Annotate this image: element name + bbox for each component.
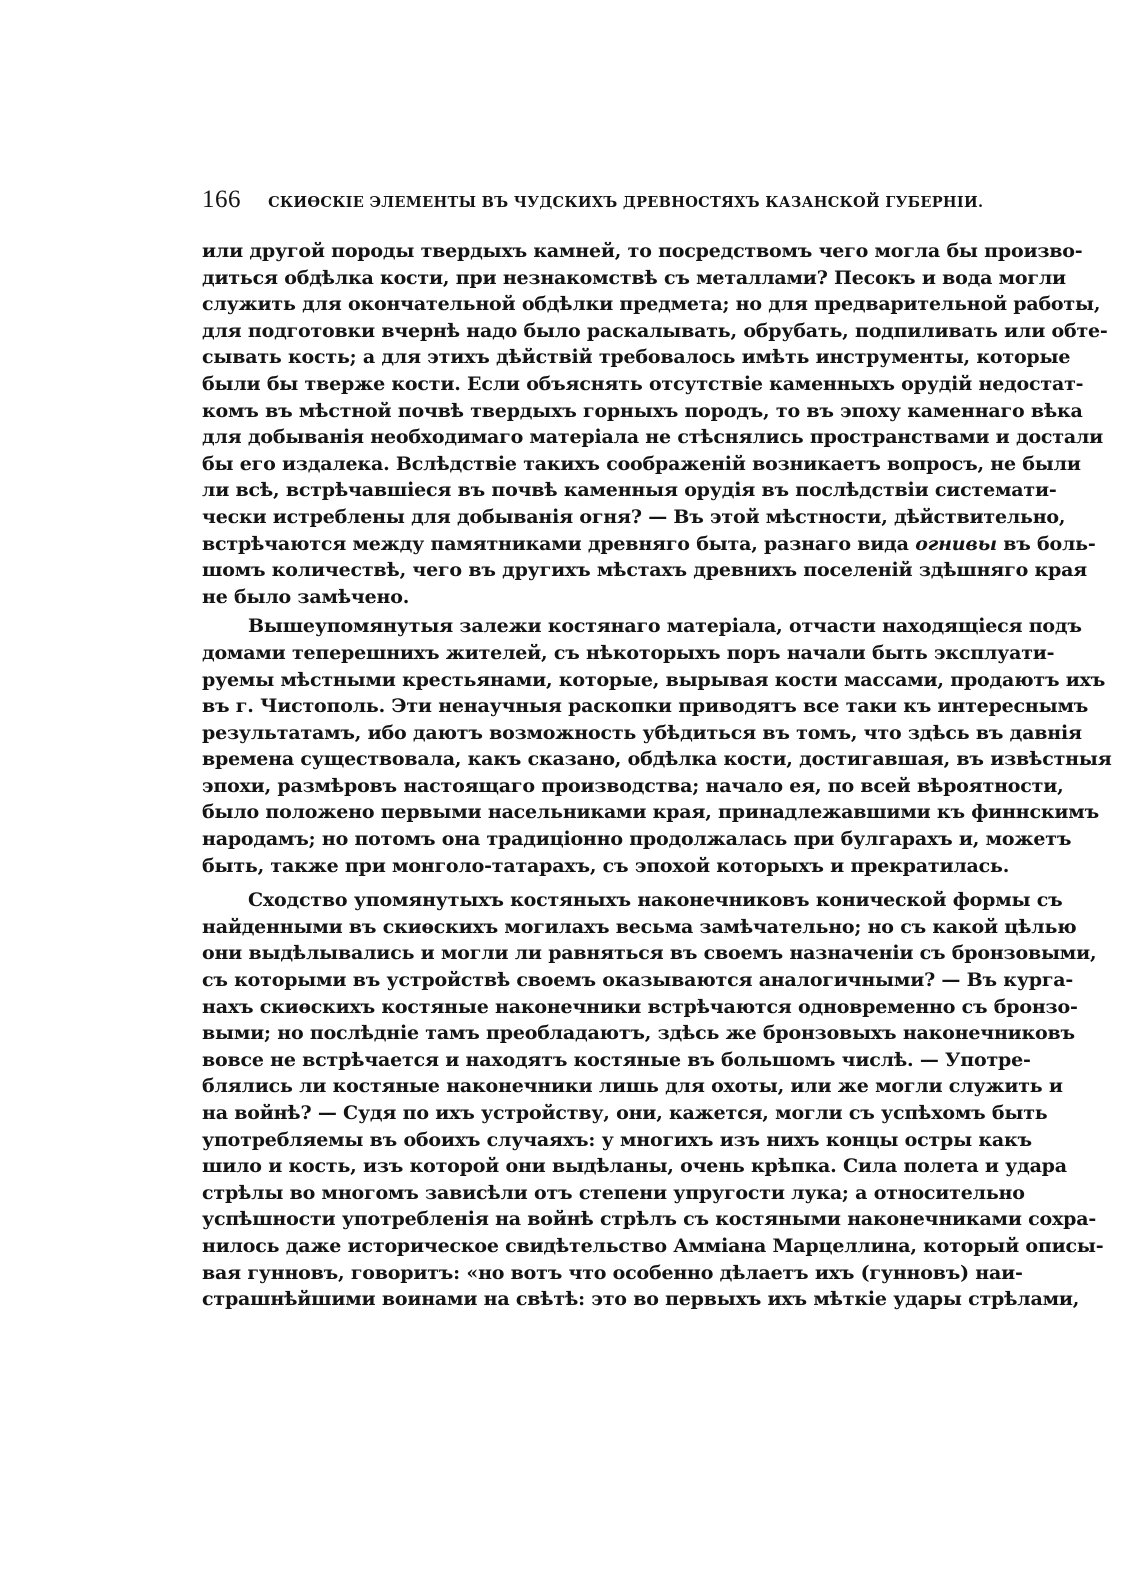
body-text bbox=[202, 238, 1112, 1313]
text-line: руемы мѣстными крестьянами, которые, вырывая кости массами, продаютъ ихъ bbox=[202, 668, 1106, 691]
text-line: были бы тверже кости. Если объяснять отсутствіе каменныхъ орудій недостат- bbox=[202, 372, 1084, 395]
text-line: ли всѣ, встрѣчавшіеся въ почвѣ каменныя орудія въ послѣдствіи системати- bbox=[202, 479, 1057, 502]
text-line: выми; но послѣдніе тамъ преобладаютъ, здѣсь же бронзовыхъ наконечниковъ bbox=[202, 1022, 1075, 1045]
text-line: блялись ли костяные наконечники лишь для охоты, или же могли служить и bbox=[202, 1075, 1063, 1098]
text-line: нилось даже историческое свидѣтельство Амміана Марцеллина, который описы- bbox=[202, 1234, 1104, 1257]
text-line: быть, также при монголо-татарахъ, съ эпохой которыхъ и прекратилась. bbox=[202, 854, 1010, 877]
text-line: не было замѣчено. bbox=[202, 585, 410, 608]
text-line: диться обдѣлка кости, при незнакомствѣ съ металлами? Песокъ и вода могли bbox=[202, 266, 1066, 289]
text-line: народамъ; но потомъ она традиціонно продолжалась при булгарахъ и, можетъ bbox=[202, 828, 1072, 851]
text-line: вовсе не встрѣчается и находятъ костяные въ большомъ числѣ. — Употре- bbox=[202, 1048, 1031, 1071]
text-line: сывать кость; а для этихъ дѣйствій требовалось имѣть инструменты, которые bbox=[202, 346, 1071, 369]
text-line: чески истреблены для добыванія огня? — Въ этой мѣстности, дѣйствительно, bbox=[202, 505, 1066, 528]
text-line: шило и кость, изъ которой они выдѣланы, очень крѣпка. Сила полета и удара bbox=[202, 1155, 1067, 1178]
text-line: или другой породы твердыхъ камней, то посредствомъ чего могла бы произво- bbox=[202, 240, 1083, 262]
text-line: результатамъ, ибо даютъ возможность убѣдиться въ томъ, что здѣсь въ давнія bbox=[202, 721, 1082, 744]
paragraph-2 bbox=[202, 613, 1112, 879]
text-line: шомъ количествѣ, чего въ другихъ мѣстахъ древнихъ поселеній здѣшняго края bbox=[202, 559, 1088, 582]
text-line: домами теперешнихъ жителей, съ нѣкоторыхъ поръ начали быть эксплуати- bbox=[202, 641, 1055, 664]
paragraph-3 bbox=[202, 887, 1104, 1313]
paragraph-1 bbox=[202, 238, 1108, 610]
text-line: Вышеупомянутыя залежи костянаго матеріала, отчасти находящіеся подъ bbox=[248, 615, 1082, 638]
text-line: съ которыми въ устройствѣ своемъ оказываются аналогичными? — Въ курга- bbox=[202, 969, 1074, 992]
text-line: употребляемы въ обоихъ случаяхъ: у многихъ изъ нихъ концы остры какъ bbox=[202, 1128, 1032, 1151]
text-line: эпохи, размѣровъ настоящаго производства; начало ея, по всей вѣроятности, bbox=[202, 774, 1064, 797]
text-line: времена существовала, какъ сказано, обдѣлка кости, достигавшая, въ извѣстныя bbox=[202, 748, 1112, 771]
text-line: для подготовки вчернѣ надо было раскалывать, обрубать, подпиливать или обте- bbox=[202, 319, 1108, 342]
text-line: служить для окончательной обдѣлки предмета; но для предварительной работы, bbox=[202, 293, 1101, 316]
text-line: найденными въ скиѳскихъ могилахъ весьма замѣчательно; но съ какой цѣлью bbox=[202, 915, 1077, 938]
text-line: было положено первыми насельниками края, принадлежавшими къ финнскимъ bbox=[202, 801, 1099, 824]
text-line: успѣшности употребленія на войнѣ стрѣлъ съ костяными наконечниками сохра- bbox=[202, 1208, 1097, 1231]
text-line: на войнѣ? — Судя по ихъ устройству, они, кажется, могли съ успѣхомъ быть bbox=[202, 1102, 1048, 1124]
running-title: СКИѲСКІЕ ЭЛЕМЕНТЫ ВЪ ЧУДСКИХЪ ДРЕВНОСТЯХЪ КАЗАНСКОЙ ГУБЕРНІИ. bbox=[268, 194, 984, 211]
page-header bbox=[202, 186, 984, 216]
page-number: 166 bbox=[202, 186, 241, 213]
text-line: бы его издалека. Вслѣдствіе такихъ соображеній возникаетъ вопросъ, не были bbox=[202, 452, 1081, 475]
text-line-with-italic bbox=[202, 531, 1096, 558]
text-line: стрѣлы во многомъ зависѣли отъ степени упругости лука; а относительно bbox=[202, 1181, 1025, 1204]
text-segment: въ боль- bbox=[1003, 532, 1096, 555]
text-line: вая гунновъ, говоритъ: «но вотъ что особенно дѣлаетъ ихъ (гунновъ) наи- bbox=[202, 1261, 1023, 1284]
text-line: комъ въ мѣстной почвѣ твердыхъ горныхъ породъ, то въ эпоху каменнаго вѣка bbox=[202, 399, 1083, 422]
text-line: для добыванія необходимаго матеріала не стѣснялись пространствами и достали bbox=[202, 426, 1104, 449]
text-line: Сходство упомянутыхъ костяныхъ наконечниковъ конической формы съ bbox=[248, 889, 1063, 912]
text-line: въ г. Чистополь. Эти ненаучныя раскопки приводятъ все таки къ интереснымъ bbox=[202, 695, 1089, 718]
text-line: они выдѣлывались и могли ли равняться въ своемъ назначеніи съ бронзовыми, bbox=[202, 942, 1097, 965]
text-line: нахъ скиѳскихъ костяные наконечники встрѣчаются одновременно съ бронзо- bbox=[202, 995, 1078, 1018]
italic-word: огнивы bbox=[915, 532, 997, 555]
text-segment: встрѣчаются между памятниками древняго быта, разнаго вида bbox=[202, 532, 909, 555]
text-line: страшнѣйшими воинами на свѣтѣ: это во первыхъ ихъ мѣткіе удары стрѣлами, bbox=[202, 1288, 1080, 1311]
